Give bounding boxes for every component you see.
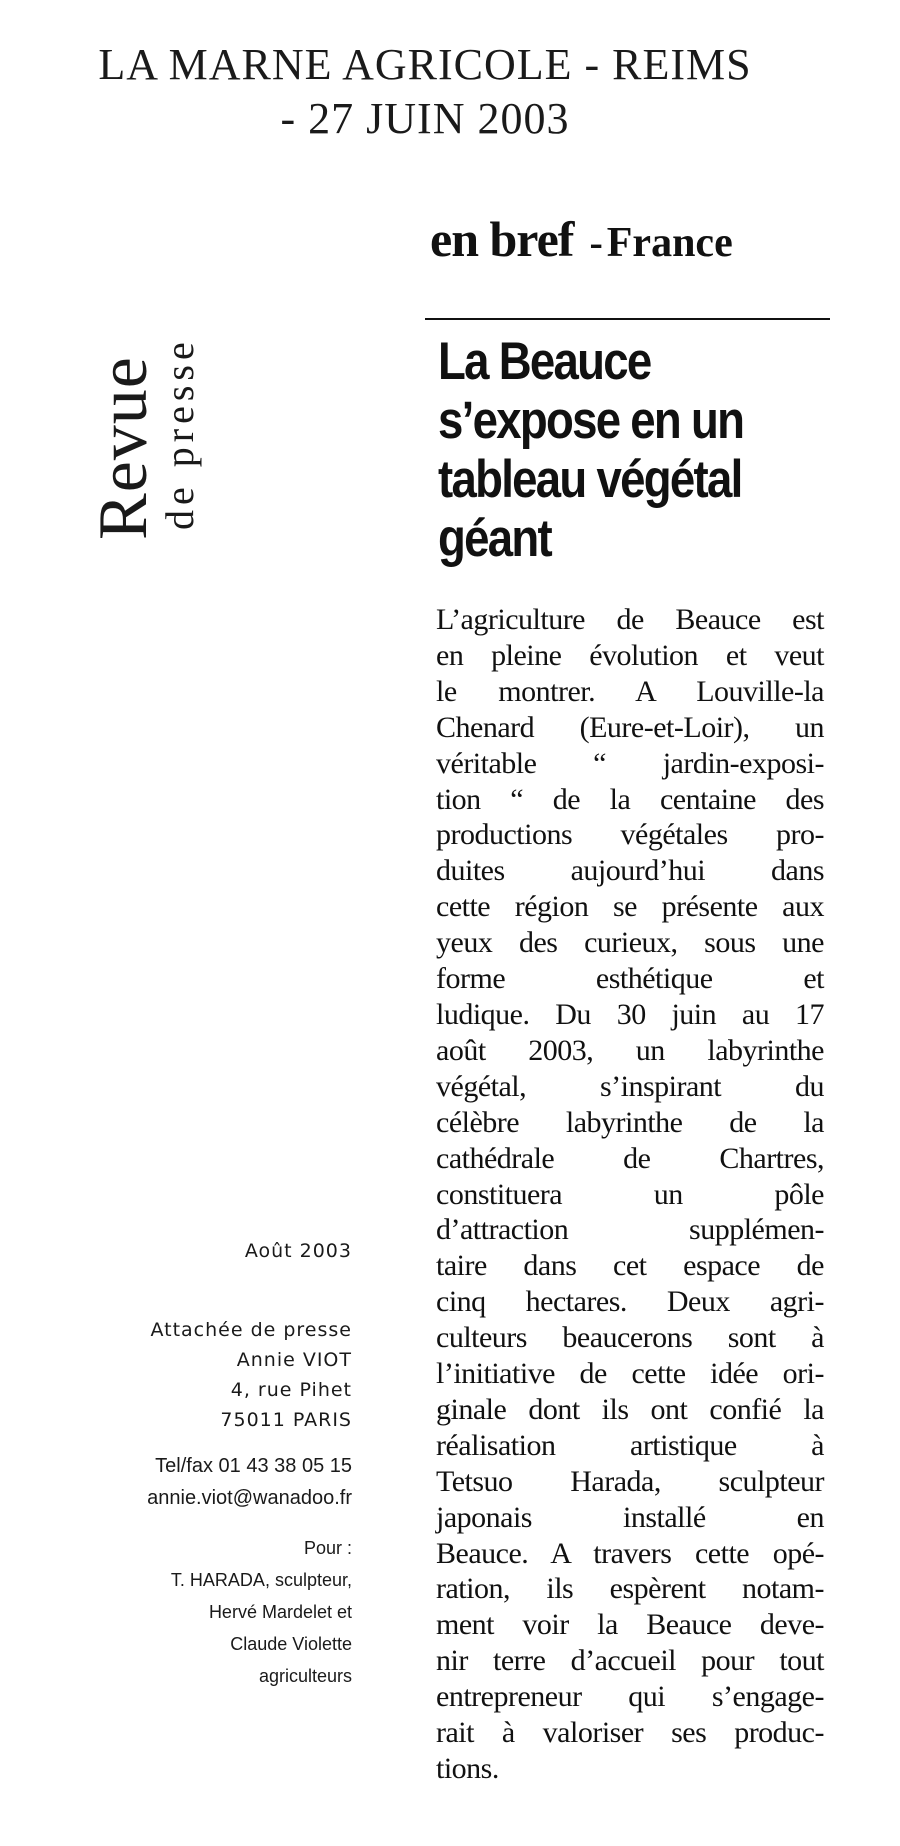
body-line: ludique. Du 30 juin au 17 bbox=[436, 997, 824, 1031]
press-date: Août 2003 bbox=[244, 1240, 352, 1262]
body-line: nir terre d’accueil pour tout bbox=[436, 1644, 824, 1678]
body-line: cinq hectares. Deux agri- bbox=[436, 1285, 824, 1319]
body-line: ration, ils espèrent notam- bbox=[436, 1572, 824, 1606]
section-heading bbox=[430, 210, 733, 268]
contact-line: 75011 PARIS bbox=[220, 1409, 352, 1431]
contact-line: Attachée de presse bbox=[150, 1319, 352, 1341]
headline-line: s’expose en un bbox=[438, 391, 744, 450]
press-contact-block bbox=[32, 1240, 352, 1692]
body-line: le montrer. A Louville-la bbox=[436, 674, 824, 708]
body-line: cette région se présente aux bbox=[436, 890, 824, 924]
headline-line: géant bbox=[438, 509, 551, 568]
body-line: japonais installé en bbox=[436, 1500, 824, 1534]
body-line: d’attraction supplémen- bbox=[436, 1213, 824, 1247]
body-line: cathédrale de Chartres, bbox=[436, 1141, 824, 1175]
section-rule bbox=[425, 318, 830, 320]
body-line: entrepreneur qui s’engage- bbox=[436, 1680, 824, 1714]
body-line: ginale dont ils ont confié la bbox=[436, 1392, 824, 1426]
pour-line: Pour : bbox=[303, 1538, 352, 1558]
masthead-line-2: - 27 JUIN 2003 bbox=[280, 94, 570, 143]
body-line: végétal, s’inspirant du bbox=[436, 1069, 824, 1103]
pour-line: Claude Violette bbox=[230, 1634, 352, 1654]
section-country: France bbox=[606, 220, 733, 266]
body-line: L’agriculture de Beauce est bbox=[436, 603, 824, 636]
pour-block bbox=[32, 1532, 352, 1692]
contact-line: Annie VIOT bbox=[236, 1349, 352, 1371]
headline-line: tableau végétal bbox=[438, 450, 742, 509]
body-line: tion “ de la centaine des bbox=[436, 782, 824, 816]
body-line: rait à valoriser ses produc- bbox=[436, 1716, 824, 1750]
body-line: août 2003, un labyrinthe bbox=[436, 1033, 824, 1067]
revue-de-presse-title bbox=[85, 337, 202, 540]
body-line: productions végétales pro- bbox=[436, 818, 824, 852]
pour-line: T. HARADA, sculpteur, bbox=[170, 1570, 352, 1590]
body-line: forme esthétique et bbox=[436, 962, 824, 996]
contact-line: 4, rue Pihet bbox=[230, 1379, 352, 1401]
article-headline bbox=[438, 332, 782, 568]
body-line: l’initiative de cette idée ori- bbox=[436, 1357, 824, 1391]
pour-line: Hervé Mardelet et bbox=[208, 1602, 352, 1622]
body-line: en pleine évolution et veut bbox=[436, 638, 824, 672]
revue-sub: de presse bbox=[157, 337, 202, 530]
body-line: ment voir la Beauce deve- bbox=[436, 1608, 824, 1642]
body-line: Beauce. A travers cette opé- bbox=[436, 1536, 824, 1570]
headline-line: La Beauce bbox=[438, 332, 651, 391]
contact-tel: Tel/fax 01 43 38 05 15 bbox=[155, 1455, 352, 1477]
contact-tel-email bbox=[32, 1450, 352, 1514]
body-line: Tetsuo Harada, sculpteur bbox=[436, 1464, 824, 1498]
body-line: tions. bbox=[436, 1752, 499, 1785]
section-separator: - bbox=[589, 220, 603, 265]
body-line: culteurs beaucerons sont à bbox=[436, 1321, 824, 1355]
body-line: réalisation artistique à bbox=[436, 1428, 824, 1462]
newspaper-masthead bbox=[60, 38, 790, 146]
revue-main: Revue bbox=[85, 356, 162, 540]
article-body bbox=[436, 602, 824, 1787]
contact-email: annie.viot@wanadoo.fr bbox=[147, 1487, 352, 1509]
body-line: célèbre labyrinthe de la bbox=[436, 1105, 824, 1139]
body-line: Chenard (Eure-et-Loir), un bbox=[436, 710, 824, 744]
body-line: duites aujourd’hui dans bbox=[436, 854, 824, 888]
body-line: constituera un pôle bbox=[436, 1177, 824, 1211]
masthead-line-1: LA MARNE AGRICOLE - REIMS bbox=[98, 40, 752, 89]
body-line: taire dans cet espace de bbox=[436, 1249, 824, 1283]
press-contact bbox=[32, 1315, 352, 1435]
pour-line: agriculteurs bbox=[258, 1666, 352, 1686]
body-line: yeux des curieux, sous une bbox=[436, 926, 824, 960]
section-label: en bref bbox=[430, 211, 574, 267]
body-line: véritable “ jardin-exposi- bbox=[436, 746, 824, 780]
